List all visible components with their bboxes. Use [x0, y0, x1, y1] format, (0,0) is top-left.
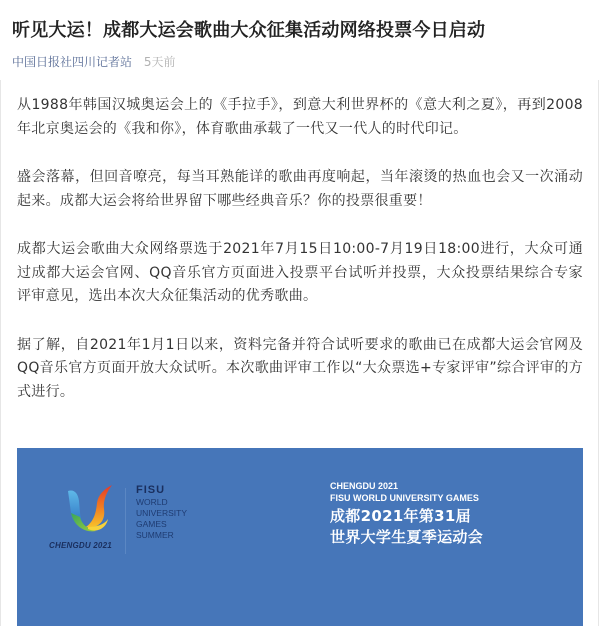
paragraph: 成都大运会歌曲大众网络票选于2021年7月15日10:00-7月19日18:00进行，大众可通过成都大运会官网、QQ音乐官方页面进入投票平台试听并投票，大众投票结果综合专家评审意见，选出本次大众征集活动的优秀歌曲。 — [17, 241, 583, 304]
right-border — [598, 80, 599, 626]
fisu-wordmark — [136, 484, 187, 541]
event-en-line-1: CHENGDU 2021 — [330, 481, 399, 491]
chengdu-2021-logo-icon — [66, 483, 114, 535]
event-banner-image[interactable] — [17, 448, 583, 626]
fisu-line: GAMES — [136, 519, 167, 529]
article-meta — [12, 53, 175, 70]
event-zh-line-1: 成都2021年第31届 — [330, 507, 471, 525]
logo-caption: CHENGDU 2021 — [49, 541, 112, 550]
fisu-line: WORLD — [136, 497, 168, 507]
paragraph: 据了解，自2021年1月1日以来，资料完备并符合试听要求的歌曲已在成都大运会官网及QQ音乐官方页面开放大众试听。本次歌曲评审工作以“大众票选+专家评审”综合评审的方式进行。 — [17, 336, 583, 400]
fisu-line: UNIVERSITY — [136, 508, 188, 518]
paragraph: 盛会落幕，但回音嘹亮，每当耳熟能详的歌曲再度响起，当年滚烫的热血也会又一次涌动起来。成都大运会将给世界留下哪些经典音乐？你的投票很重要！ — [17, 169, 583, 209]
publish-time: 5天前 — [143, 55, 176, 69]
article-title: 听见大运！成都大运会歌曲大众征集活动网络投票今日启动 — [12, 20, 486, 41]
left-border — [0, 80, 1, 626]
paragraph: 从1988年韩国汉城奥运会上的《手拉手》，到意大利世界杯的《意大利之夏》，再到2008年北京奥运会的《我和你》，体育歌曲承载了一代又一代人的时代印记。 — [17, 97, 583, 137]
source-link[interactable]: 中国日报社四川记者站 — [12, 55, 133, 69]
event-title-block — [330, 480, 483, 547]
event-zh-line-2: 世界大学生夏季运动会 — [330, 528, 484, 546]
event-en-line-2: FISU WORLD UNIVERSITY GAMES — [330, 493, 479, 503]
fisu-title: FISU — [136, 484, 166, 496]
fisu-line: SUMMER — [136, 530, 174, 540]
article-body — [17, 94, 583, 429]
logo-divider — [125, 488, 126, 554]
